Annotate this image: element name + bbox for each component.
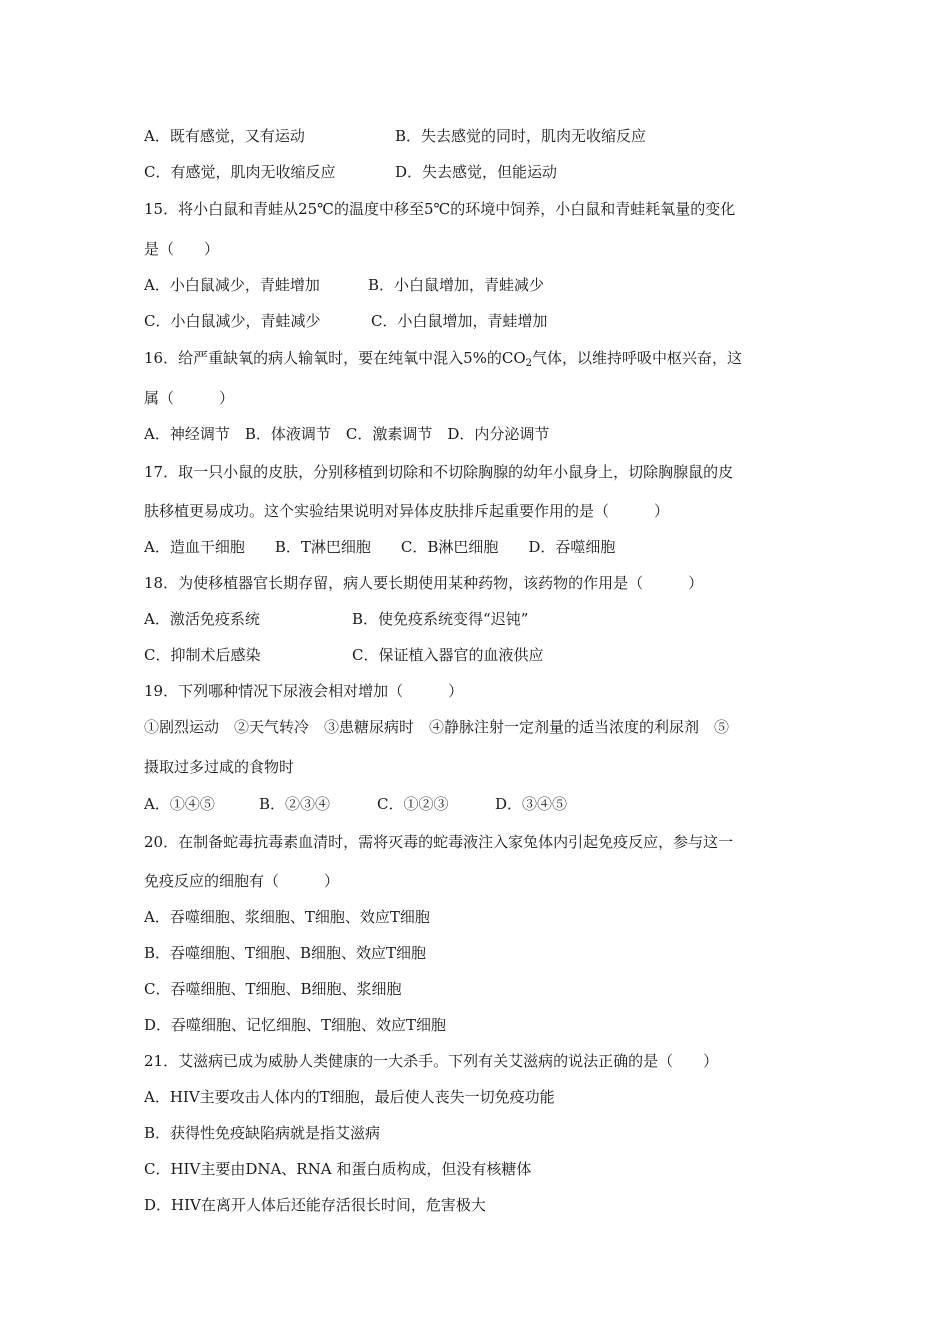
- q18-option-c: C．抑制术后感染: [144, 646, 261, 664]
- q15-stem-line-2: 是（ ）: [144, 240, 220, 258]
- q16-options: A．神经调节 B．体液调节 C．激素调节 D．内分泌调节: [144, 425, 550, 443]
- q17-stem-line-2: 肤移植更易成功。这个实验结果说明对异体皮肤排斥起重要作用的是（ ）: [144, 502, 670, 520]
- q15-option-b: B．小白鼠增加，青蛙减少: [368, 276, 545, 294]
- q19-items-line-2: 摄取过多过咸的食物时: [144, 758, 295, 776]
- q18-option-a: A．激活免疫系统: [144, 610, 260, 628]
- q17-options: A．造血干细胞 B．T淋巴细胞 C．B淋巴细胞 D．吞噬细胞: [144, 538, 616, 556]
- q16-stem-line-2: 属（ ）: [144, 389, 235, 407]
- q19-option-d: D．③④⑤: [495, 795, 568, 813]
- q18-option-b: B．使免疫系统变得“迟钝”: [352, 610, 529, 628]
- q15-stem-line-1: 15．将小白鼠和青蛙从25℃的温度中移至5℃的环境中饲养，小白鼠和青蛙耗氧量的变化: [144, 200, 736, 218]
- q20-option-a: A．吞噬细胞、浆细胞、T细胞、效应T细胞: [144, 908, 430, 926]
- q20-option-d: D．吞噬细胞、记忆细胞、T细胞、效应T细胞: [144, 1016, 447, 1034]
- q21-option-d: D．HIV在离开人体后还能存活很长时间，危害极大: [144, 1196, 486, 1214]
- q19-option-a: A．①④⑤: [144, 795, 215, 813]
- q19-items-line-1: ①剧烈运动 ②天气转冷 ③患糖尿病时 ④静脉注射一定剂量的适当浓度的利尿剂 ⑤: [144, 718, 730, 736]
- q16-stem-line-1: [144, 348, 742, 374]
- q21-option-a: A．HIV主要攻击人体内的T细胞，最后使人丧失一切免疫功能: [144, 1088, 555, 1106]
- q15-option-c: C．小白鼠减少，青蛙减少: [144, 312, 321, 330]
- q20-stem-line-1: 20．在制备蛇毒抗毒素血清时，需将灭毒的蛇毒液注入家兔体内引起免疫反应，参与这一: [144, 833, 734, 851]
- q21-option-c: C．HIV主要由DNA、RNA 和蛋白质构成，但没有核糖体: [144, 1160, 532, 1178]
- q20-option-b: B．吞噬细胞、T细胞、B细胞、效应T细胞: [144, 944, 427, 962]
- q19-option-b: B．②③④: [259, 795, 331, 813]
- q14-option-a: A．既有感觉，又有运动: [144, 127, 305, 145]
- q19-option-c: C．①②③: [377, 795, 449, 813]
- q20-option-c: C．吞噬细胞、T细胞、B细胞、浆细胞: [144, 980, 402, 998]
- q14-option-c: C．有感觉，肌肉无收缩反应: [144, 163, 336, 181]
- q14-option-b: B．失去感觉的同时，肌肉无收缩反应: [395, 127, 647, 145]
- q17-stem-line-1: 17．取一只小鼠的皮肤，分别移植到切除和不切除胸腺的幼年小鼠身上，切除胸腺鼠的皮: [144, 463, 734, 481]
- q20-stem-line-2: 免疫反应的细胞有（ ）: [144, 872, 340, 890]
- q18-option-d: C．保证植入器官的血液供应: [352, 646, 544, 664]
- q15-option-a: A．小白鼠减少，青蛙增加: [144, 276, 320, 294]
- q15-option-d: C．小白鼠增加，青蛙增加: [371, 312, 548, 330]
- q21-option-b: B．获得性免疫缺陷病就是指艾滋病: [144, 1124, 381, 1142]
- q18-stem: 18．为使移植器官长期存留，病人要长期使用某种药物，该药物的作用是（ ）: [144, 574, 704, 592]
- q21-stem: 21．艾滋病已成为威胁人类健康的一大杀手。下列有关艾滋病的说法正确的是（ ）: [144, 1052, 719, 1070]
- q16-stem-text-pre: 16．给严重缺氧的病人输氧时，要在纯氧中混入5%的CO: [144, 349, 526, 367]
- q16-stem-subscript: 2: [525, 358, 533, 369]
- q19-stem: 19．下列哪种情况下尿液会相对增加（ ）: [144, 682, 464, 700]
- q14-option-d: D．失去感觉，但能运动: [395, 163, 558, 181]
- q16-stem-text-post: 气体，以维持呼吸中枢兴奋，这: [532, 349, 743, 367]
